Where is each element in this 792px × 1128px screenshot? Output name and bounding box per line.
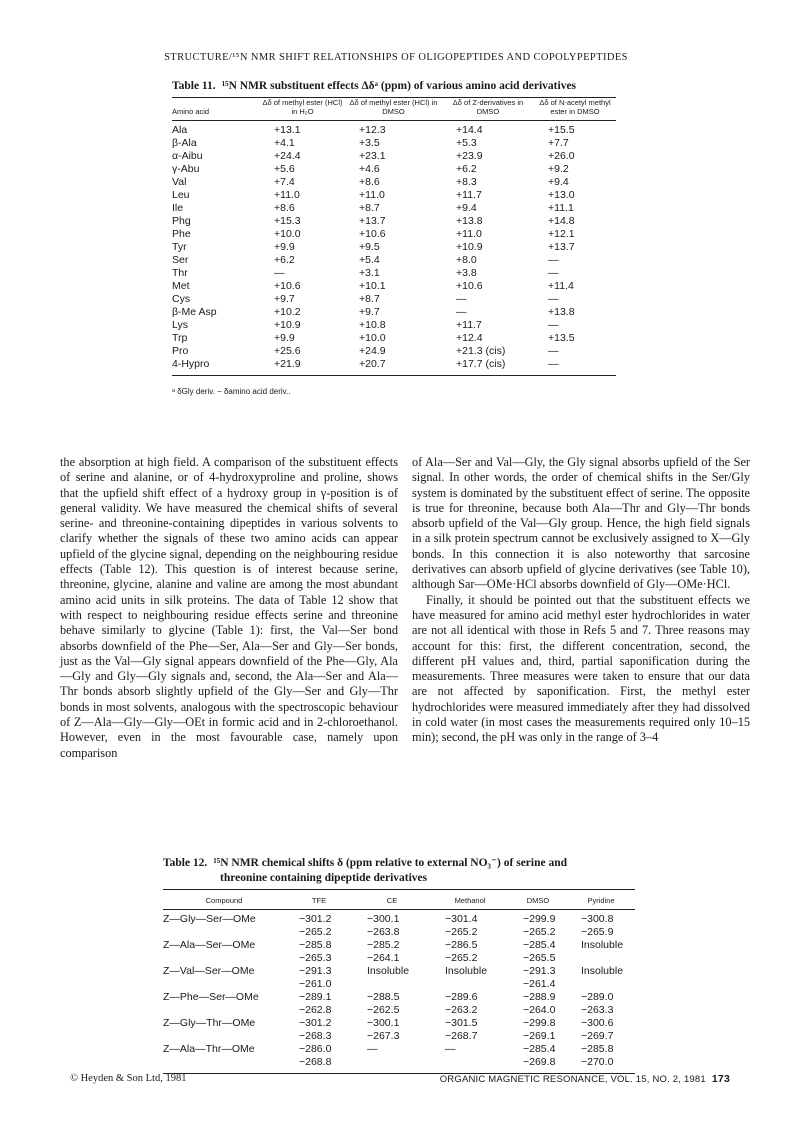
table12-header-row <box>163 890 635 910</box>
table12-label: Table 12. <box>163 857 208 869</box>
table11-header-cell: Δδ of N-acetyl methyl ester in DMSO <box>539 98 611 116</box>
body-column-left <box>60 455 398 761</box>
table12-cell: −264.0 <box>523 1004 556 1016</box>
table11-cell: +9.4 <box>456 202 477 214</box>
table11-cell: +11.7 <box>456 189 482 201</box>
table12-row <box>163 910 635 927</box>
table12-cell: −301.2 <box>299 1017 332 1029</box>
table12-row <box>163 952 635 965</box>
table11-row <box>172 150 616 163</box>
footer-journal <box>440 1073 730 1085</box>
table12-cell: −299.8 <box>523 1017 556 1029</box>
table12-cell: −268.3 <box>299 1030 332 1042</box>
table12-cell: −265.9 <box>581 926 614 938</box>
table11-cell: Trp <box>172 332 188 344</box>
running-head: STRUCTURE/¹⁵N NMR SHIFT RELATIONSHIPS OF OLIGOPEPTIDES AND COPOLYPEPTIDES <box>164 52 628 63</box>
table11-cell: — <box>548 267 559 279</box>
table11-cell: β-Ala <box>172 137 197 149</box>
table12-cell: −299.9 <box>523 913 556 925</box>
table12-cell <box>567 952 635 965</box>
table11-row <box>172 358 616 376</box>
table12-cell: −285.2 <box>367 939 400 951</box>
table11-cell: Tyr <box>172 241 187 253</box>
table12-cell: −265.3 <box>299 952 332 964</box>
table12-cell: −291.3 <box>299 965 332 977</box>
table11-cell: +10.8 <box>359 319 386 331</box>
table12-cell: −289.6 <box>445 991 478 1003</box>
table11-cell: Val <box>172 176 187 188</box>
table11-cell: — <box>456 306 467 318</box>
table11-row <box>172 189 616 202</box>
table12-cell <box>567 978 635 991</box>
table12-cell: −300.1 <box>367 1017 400 1029</box>
table11-cell: +10.6 <box>359 228 386 240</box>
table12-cell: — <box>367 1043 378 1055</box>
footer-journal-info: ORGANIC MAGNETIC RESONANCE, VOL. 15, NO. 2, 1981 <box>439 1074 706 1085</box>
table11-row <box>172 121 616 138</box>
table11-cell: +11.4 <box>548 280 574 292</box>
table12-header-cell: TFE <box>311 896 327 905</box>
table12-cell: −301.5 <box>445 1017 478 1029</box>
table11-cell: +10.9 <box>456 241 483 253</box>
table11-cell: +13.0 <box>548 189 575 201</box>
table12-cell: −301.2 <box>299 913 332 925</box>
page-number: 173 <box>711 1073 730 1085</box>
table11-cell: +13.7 <box>359 215 386 227</box>
table11-cell: — <box>548 254 559 266</box>
table11-title: ¹⁵N NMR substituent effects Δδᵃ (ppm) of various amino acid derivatives <box>221 80 577 92</box>
table12-cell: −268.7 <box>445 1030 478 1042</box>
table12-cell: −268.8 <box>299 1056 332 1068</box>
table12 <box>163 889 635 1074</box>
footer-copyright: © Heyden & Son Ltd, 1981 <box>70 1073 187 1084</box>
table11-cell: +3.1 <box>359 267 380 279</box>
table12-header-cell: Methanol <box>454 896 486 905</box>
table12-caption-line1 <box>163 856 663 871</box>
table12-cell <box>353 978 431 991</box>
table11-header-row <box>172 98 616 121</box>
table11-cell: +9.7 <box>274 293 295 305</box>
table12-cell <box>353 1056 431 1074</box>
table11-row <box>172 202 616 215</box>
table12-cell: −269.7 <box>581 1030 614 1042</box>
table12-cell: −263.8 <box>367 926 400 938</box>
table11-cell: +11.1 <box>548 202 574 214</box>
table11-cell: +9.9 <box>274 241 295 253</box>
table12-cell: −262.5 <box>367 1004 400 1016</box>
table11-cell: +24.4 <box>274 150 301 162</box>
table12-cell: −265.2 <box>299 926 332 938</box>
table11-cell: α-Aibu <box>172 150 203 162</box>
table11-cell: +10.6 <box>456 280 483 292</box>
table12-cell: Insoluble <box>367 965 410 977</box>
table11-row <box>172 163 616 176</box>
table12-header-cell: Compound <box>205 896 243 905</box>
table12-row <box>163 1056 635 1074</box>
table11-row <box>172 254 616 267</box>
table11-cell: Pro <box>172 345 189 357</box>
table12-cell: Z—Val—Ser—OMe <box>163 965 255 977</box>
table11-cell: — <box>456 293 467 305</box>
table11-cell: +11.0 <box>274 189 300 201</box>
table11-cell: +20.7 <box>359 358 386 370</box>
table11-cell: +8.7 <box>359 293 380 305</box>
table11-cell: +13.8 <box>456 215 483 227</box>
table12-cell: −265.2 <box>445 952 478 964</box>
table12-cell: −269.1 <box>523 1030 556 1042</box>
table12-cell: −263.3 <box>581 1004 614 1016</box>
table12-cell: −265.5 <box>523 952 556 964</box>
table11-cell: +24.9 <box>359 345 386 357</box>
table12-row <box>163 926 635 939</box>
table12-cell <box>431 1056 509 1074</box>
table12-cell <box>163 1004 285 1017</box>
table11-footnote: ᵃ δGly deriv. − δamino acid deriv.. <box>172 387 291 396</box>
table12-cell: Z—Ala—Ser—OMe <box>163 939 256 951</box>
table12-title-line1: ¹⁵N NMR chemical shifts δ (ppm relative to external NO₃⁻) of serine and <box>213 857 568 869</box>
table11-cell: — <box>548 358 559 370</box>
table12-cell: −285.4 <box>523 1043 556 1055</box>
table12-title-line2: threonine containing dipeptide derivatives <box>220 872 428 884</box>
table11-cell: +9.9 <box>274 332 295 344</box>
table12-cell: — <box>445 1043 456 1055</box>
table11-cell: +25.6 <box>274 345 301 357</box>
table12-cell: −289.1 <box>299 991 332 1003</box>
table12-cell: Z—Gly—Ser—OMe <box>163 913 256 925</box>
table11-cell: +17.7 (cis) <box>456 358 506 370</box>
table11-cell: +11.0 <box>359 189 385 201</box>
table11-row <box>172 267 616 280</box>
table11-row <box>172 176 616 189</box>
table12-cell: Z—Phe—Ser—OMe <box>163 991 259 1003</box>
table11-cell: +7.4 <box>274 176 295 188</box>
table12-cell: Insoluble <box>581 965 624 977</box>
table11-cell: +23.9 <box>456 150 483 162</box>
table11-cell: +9.5 <box>359 241 380 253</box>
table11-cell: +15.3 <box>274 215 301 227</box>
table11-row <box>172 241 616 254</box>
table11-cell: +11.7 <box>456 319 482 331</box>
table11-row <box>172 293 616 306</box>
paragraph: the absorption at high field. A comparison of the substituent effects of serine and alanine, or of 4-hydroxyproline and proline, shows that the upfield shift effect of a hydroxy group in γ-position is of general validity. We have measured the chemical shifts of several serine- and threonine-containing dipeptides in various solvents to clarify whether the signals of these two amino acids can appear upfield of the glycine signal, depending on the neighbouring residue effects (Table 12). This question is of interest because serine, threonine, glycine, alanine and valine are among the most abundant amino acid units in silk proteins. The data of Table 12 show that with respect to neighbouring residue effects serine and threonine behave similarly to glycine (Table 1): first, the Val—Ser bond absorbs downfield of the Phe—Ser, Ala—Ser and Gly—Ser bonds, just as the Val—Gly signal appears downfield of the Phe—Gly, Ala—Gly and Gly—Gly signals and, second, the Ala—Ser and Ala—Thr bonds absorb slightly upfield of the Gly—Ser and Gly—Thr bonds in most solvents, analogous with the spectroscopic behaviour of Z—Ala—Gly—Gly—OEt in formic acid and in 2-chloroethanol. However, even in the most favourable case, namely upon comparison <box>60 455 398 760</box>
table11-cell: +8.7 <box>359 202 380 214</box>
table11-cell: +9.2 <box>548 163 569 175</box>
table11-cell: Met <box>172 280 190 292</box>
table11-cell: +6.2 <box>274 254 295 266</box>
table12-cell: Insoluble <box>581 939 624 951</box>
paragraph: of Ala—Ser and Val—Gly, the Gly signal absorbs upfield of the Ser signal. In other words, the order of chemical shifts in the Ser/Gly system is dominated by the substituent effect of serine. The opposite is true for threonine, because both Ala—Thr and Gly—Thr bonds absorb upfield of the Val—Gly group. Hence, the high field signals in a silk protein spectrum cannot be exclusively assigned to X—Gly bonds. In this connection it is also noteworthy that sarcosine derivatives can absorb upfield of glycine derivatives (see Table 10), although Sar—OMe·HCl absorbs downfield of Gly—OMe·HCl. <box>412 455 750 592</box>
table12-cell: −285.4 <box>523 939 556 951</box>
table11-cell: +10.6 <box>274 280 301 292</box>
table11-label: Table 11. <box>172 80 216 92</box>
table11-row <box>172 306 616 319</box>
table12-cell: −300.1 <box>367 913 400 925</box>
table12-header-cell: Pyridine <box>587 896 615 905</box>
table12-row <box>163 1004 635 1017</box>
table11-cell: +12.3 <box>359 124 386 136</box>
table11-cell: +6.2 <box>456 163 477 175</box>
table11-cell: +5.6 <box>274 163 295 175</box>
table11-cell: γ-Abu <box>172 163 200 175</box>
paragraph: Finally, it should be pointed out that the substituent effects we have measured for amino acid methyl ester hydrochlorides in water are not all identical with those in Refs 5 and 7. Three reasons may account for this: first, the different concentration, second, the different pH values and, third, partial saponification during the measurements. Three measures were taken to ensure that our data are not affected by saponification. First, the methyl ester hydrochlorides were measured immediately after they had dissolved in cold water (in most cases the measurements required only 10–15 min); second, the pH was only in the range of 3–4 <box>412 592 750 745</box>
table12-cell: −286.0 <box>299 1043 332 1055</box>
table11-row <box>172 280 616 293</box>
table11-cell: +8.6 <box>274 202 295 214</box>
table12-cell: −285.8 <box>581 1043 614 1055</box>
table12-cell: −261.0 <box>299 978 332 990</box>
table11-cell: +11.0 <box>456 228 482 240</box>
table11-cell: +4.1 <box>274 137 295 149</box>
table11-row <box>172 345 616 358</box>
table11-cell: +3.5 <box>359 137 380 149</box>
table11-row <box>172 137 616 150</box>
table11-cell: +13.7 <box>548 241 575 253</box>
table12-cell: −264.1 <box>367 952 400 964</box>
table12-row <box>163 965 635 978</box>
table11-cell: +21.3 (cis) <box>456 345 506 357</box>
table12-cell: Z—Ala—Thr—OMe <box>163 1043 255 1055</box>
table11 <box>172 97 616 376</box>
table12-cell: Z—Gly—Thr—OMe <box>163 1017 256 1029</box>
table11-cell: +3.8 <box>456 267 477 279</box>
table11-header-cell: Δδ of Z-derivatives in DMSO <box>452 98 524 116</box>
table12-cell: −286.5 <box>445 939 478 951</box>
table11-cell: +13.5 <box>548 332 575 344</box>
table11-cell: Cys <box>172 293 191 305</box>
table11-header-cell: Amino acid <box>172 107 210 116</box>
table11-cell: +8.3 <box>456 176 477 188</box>
table11-row <box>172 319 616 332</box>
table11-cell: +14.4 <box>456 124 483 136</box>
table11-cell: +5.4 <box>359 254 380 266</box>
table12-cell: −300.6 <box>581 1017 614 1029</box>
table11-cell: +13.8 <box>548 306 575 318</box>
table11-cell: Thr <box>172 267 188 279</box>
table12-cell <box>431 978 509 991</box>
table11-row <box>172 332 616 345</box>
table11-cell: Lys <box>172 319 188 331</box>
table11-cell: +10.2 <box>274 306 301 318</box>
table11-cell: +15.5 <box>548 124 575 136</box>
table11-cell: +12.1 <box>548 228 575 240</box>
table12-cell: −288.9 <box>523 991 556 1003</box>
table11-header-cell: Δδ of methyl ester (HCl) in H₂O <box>262 98 343 116</box>
table11-cell: β-Me Asp <box>172 306 217 318</box>
table12-header-cell: CE <box>386 896 398 905</box>
table12-cell: −265.2 <box>523 926 556 938</box>
table11-cell: Phg <box>172 215 191 227</box>
table12-cell <box>163 1056 285 1074</box>
table11-cell: +21.9 <box>274 358 301 370</box>
table11-cell: +10.1 <box>359 280 386 292</box>
table11-cell: +8.6 <box>359 176 380 188</box>
table12-caption <box>163 856 663 886</box>
table11-cell: +9.7 <box>359 306 380 318</box>
table11-header-cell: Δδ of methyl ester (HCl) in DMSO <box>349 98 438 116</box>
table12-cell: −265.2 <box>445 926 478 938</box>
table11-cell: — <box>548 293 559 305</box>
table11-cell: +4.6 <box>359 163 380 175</box>
table12-cell: −263.2 <box>445 1004 478 1016</box>
table12-cell <box>163 952 285 965</box>
table11-cell: +14.8 <box>548 215 575 227</box>
table11-cell: +9.4 <box>548 176 569 188</box>
table12-row <box>163 978 635 991</box>
table12-cell: −261.4 <box>523 978 556 990</box>
table12-row <box>163 1017 635 1030</box>
table12-cell <box>163 978 285 991</box>
table12-cell: −285.8 <box>299 939 332 951</box>
table12-cell <box>163 926 285 939</box>
table11-caption <box>172 79 652 94</box>
table11-cell: — <box>548 319 559 331</box>
table12-row <box>163 1030 635 1043</box>
table12-cell: −300.8 <box>581 913 614 925</box>
table12-row <box>163 939 635 952</box>
table12-row <box>163 1043 635 1056</box>
table11-cell: +5.3 <box>456 137 477 149</box>
table12-cell: −288.5 <box>367 991 400 1003</box>
table12-cell <box>163 1030 285 1043</box>
table11-cell: +7.7 <box>548 137 569 149</box>
table11-cell: +10.0 <box>274 228 301 240</box>
table12-cell: −269.8 <box>523 1056 556 1068</box>
table11-row <box>172 215 616 228</box>
table11-cell: +8.0 <box>456 254 477 266</box>
table12-cell: −291.3 <box>523 965 556 977</box>
table11-cell: +26.0 <box>548 150 575 162</box>
table11-cell: +12.4 <box>456 332 483 344</box>
table11-cell: Ile <box>172 202 184 214</box>
table11-cell: +13.1 <box>274 124 301 136</box>
table12-cell: Insoluble <box>445 965 488 977</box>
table12-cell: −270.0 <box>581 1056 614 1068</box>
table11-cell: Phe <box>172 228 191 240</box>
table11-cell: +10.9 <box>274 319 301 331</box>
table11-cell: +10.0 <box>359 332 386 344</box>
table12-row <box>163 991 635 1004</box>
table12-cell: −289.0 <box>581 991 614 1003</box>
table12-header-cell: DMSO <box>526 896 550 905</box>
table12-cell: −262.8 <box>299 1004 332 1016</box>
table11-cell: Ser <box>172 254 189 266</box>
table12-cell: −267.3 <box>367 1030 400 1042</box>
body-column-right <box>412 455 750 746</box>
table11-cell: 4-Hypro <box>172 358 210 370</box>
table11-row <box>172 228 616 241</box>
table11-cell: — <box>274 267 285 279</box>
table12-cell: −301.4 <box>445 913 478 925</box>
table11-cell: — <box>548 345 559 357</box>
table11-cell: Leu <box>172 189 190 201</box>
table11-cell: Ala <box>172 124 188 136</box>
table11-cell: +23.1 <box>359 150 386 162</box>
